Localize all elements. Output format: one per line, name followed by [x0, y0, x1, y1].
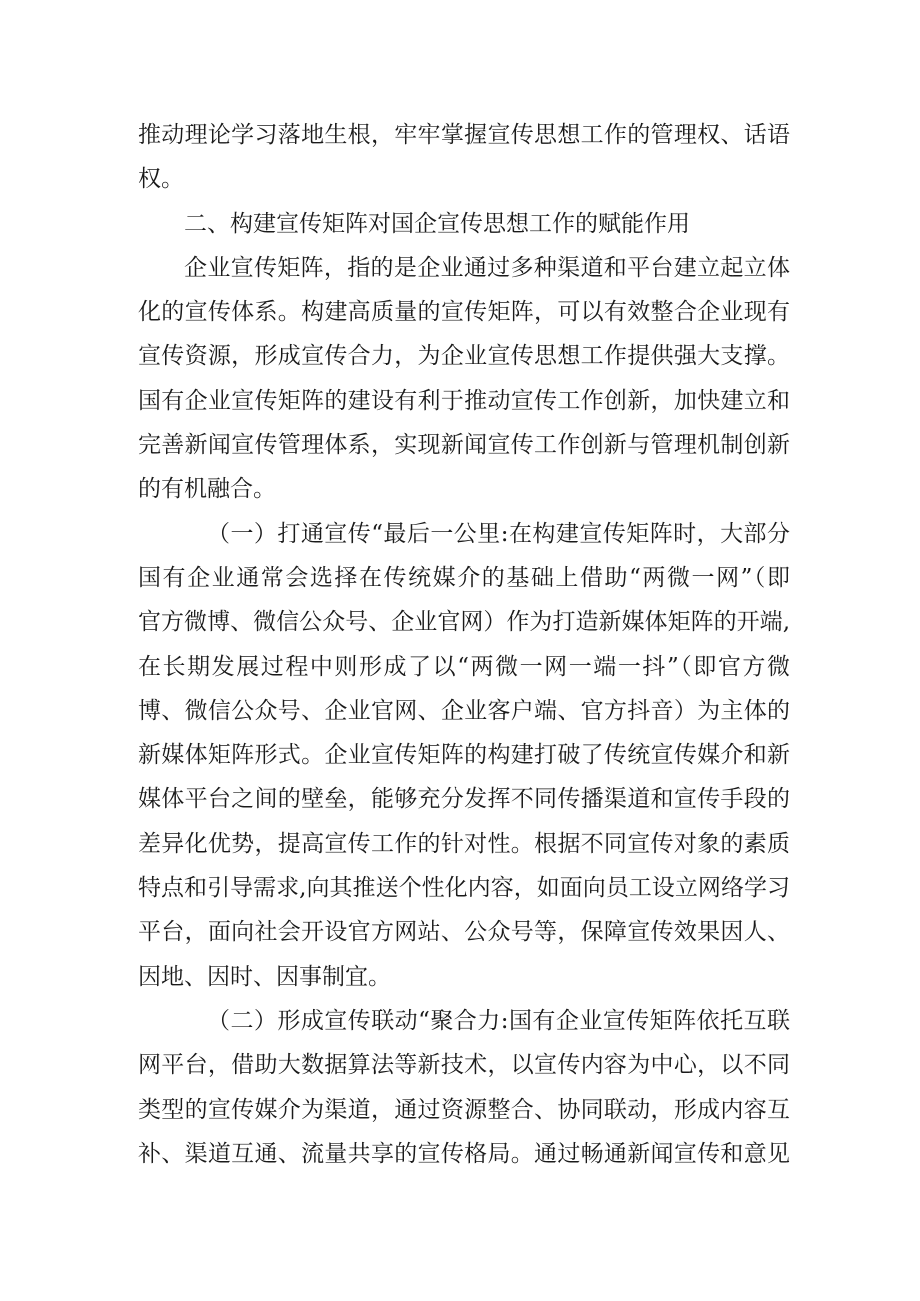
text-line: 权。: [138, 166, 184, 193]
text-line: 在长期发展过程中则形成了以“两微一网一端一抖”（即官方微: [138, 653, 790, 680]
text-line: 网平台，借助大数据算法等新技术，以宣传内容为中心，以不同: [138, 1052, 790, 1079]
text-line: 化的宣传体系。构建高质量的宣传矩阵，可以有效整合企业现有: [138, 299, 790, 326]
text-line: 平台，面向社会开设官方网站、公众号等，保障宣传效果因人、: [138, 919, 790, 946]
text-line: 类型的宣传媒介为渠道，通过资源整合、协同联动，形成内容互: [138, 1096, 790, 1123]
text-line: 国有企业通常会选择在传统媒介的基础上借助“两微一网”（即: [138, 564, 790, 591]
text-line: 的有机融合。: [138, 476, 276, 503]
text-line: 新媒体矩阵形式。企业宣传矩阵的构建打破了传统宣传媒介和新: [138, 742, 790, 769]
body-text: [138, 113, 790, 1176]
text-line: 差异化优势，提高宣传工作的针对性。根据不同宣传对象的素质: [138, 830, 790, 857]
subsection-heading-line: （一）打通宣传“最后一公里:在构建宣传矩阵时，大部分: [207, 520, 790, 547]
text-line: 补、渠道互通、流量共享的宣传格局。通过畅通新闻宣传和意见: [138, 1140, 790, 1167]
text-line: 推动理论学习落地生根，牢牢掌握宣传思想工作的管理权、话语: [138, 122, 790, 148]
text-line: 国有企业宣传矩阵的建设有利于推动宣传工作创新，加快建立和: [138, 387, 790, 414]
text-line: 完善新闻宣传管理体系，实现新闻宣传工作创新与管理机制创新: [138, 432, 790, 459]
text-line: 宣传资源，形成宣传合力，为企业宣传思想工作提供强大支撑。: [138, 343, 790, 370]
text-line: 因地、因时、因事制宜。: [138, 963, 391, 990]
text-line: 媒体平台之间的壁垒，能够充分发挥不同传播渠道和宣传手段的: [138, 786, 790, 813]
text-line: 官方微博、微信公众号、企业官网）作为打造新媒体矩阵的开端,: [138, 609, 790, 636]
subsection-heading-line: （二）形成宣传联动“聚合力:国有企业宣传矩阵依托互联: [207, 1007, 790, 1034]
text-line: 特点和引导需求,向其推送个性化内容，如面向员工设立网络学习: [138, 875, 790, 902]
text-line: 博、微信公众号、企业官网、企业客户端、官方抖音）为主体的: [138, 697, 790, 724]
section-heading: 二、构建宣传矩阵对国企宣传思想工作的赋能作用: [184, 210, 690, 237]
text-line: 企业宣传矩阵，指的是企业通过多种渠道和平台建立起立体: [184, 254, 790, 281]
